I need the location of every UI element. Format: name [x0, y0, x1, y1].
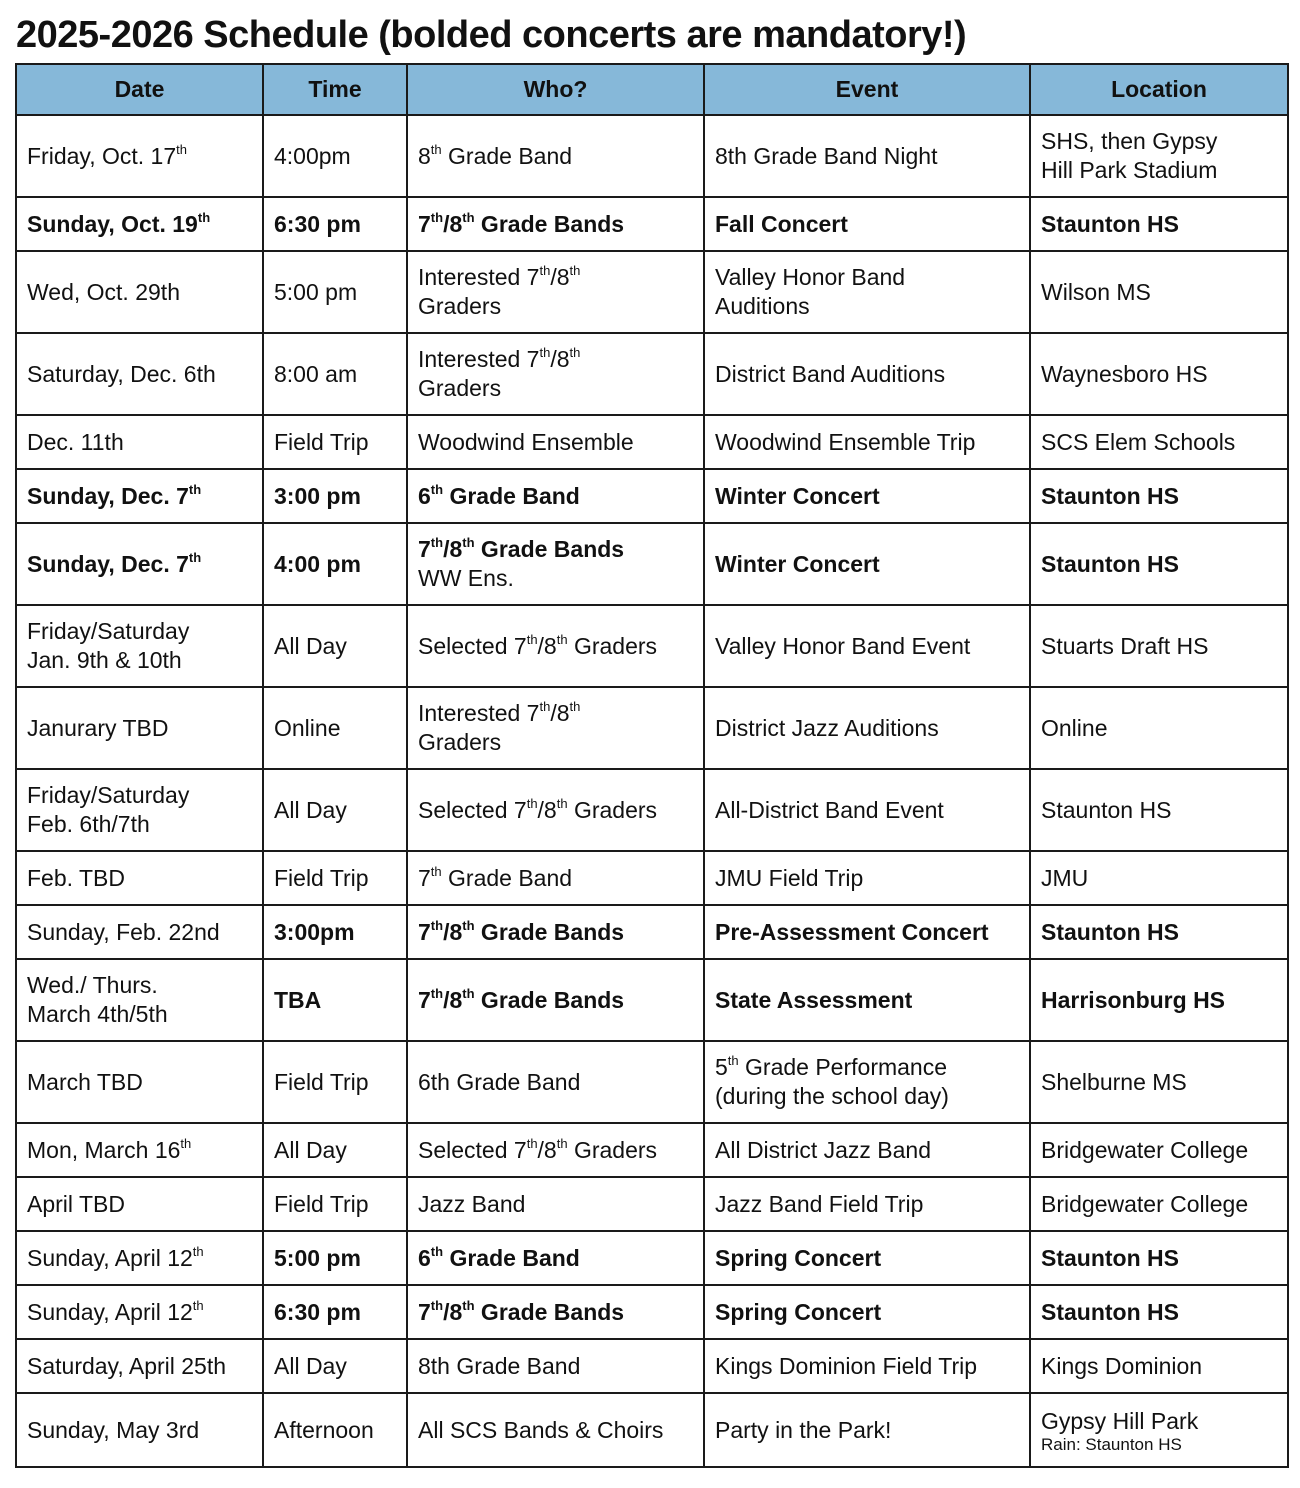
cell-text: March TBD: [27, 1068, 143, 1095]
cell-text: Kings Dominion: [1041, 1352, 1203, 1379]
cell-time: [263, 905, 407, 959]
cell-time: [263, 1285, 407, 1339]
cell-time: [263, 605, 407, 687]
cell-time: [263, 197, 407, 251]
cell-text: Stuarts Draft HS: [1041, 632, 1209, 659]
ordinal-suffix: th: [539, 699, 551, 715]
ordinal-suffix: th: [462, 1297, 475, 1313]
cell-text: All District Jazz Band: [715, 1136, 932, 1163]
cell-date: [16, 1177, 263, 1231]
ordinal-suffix: th: [192, 1297, 204, 1313]
cell-text: Valley Honor Band Event: [715, 632, 971, 659]
header-who: Who?: [407, 64, 704, 115]
table-row: [16, 905, 1288, 959]
cell-time: [263, 851, 407, 905]
cell-text: Graders: [418, 293, 502, 319]
cell-text: 6:30 pm: [274, 210, 361, 237]
table-row: [16, 333, 1288, 415]
cell-text: Staunton HS: [1041, 482, 1179, 509]
cell-event: [704, 687, 1030, 769]
cell-text: 7: [418, 210, 431, 237]
cell-text: Sunday, April 12: [27, 1244, 193, 1271]
cell-who: [407, 1339, 704, 1393]
cell-text: /8: [443, 918, 463, 945]
header-location: Location: [1030, 64, 1288, 115]
cell-location: [1030, 1231, 1288, 1285]
cell-text: Winter Concert: [715, 482, 880, 509]
cell-text: Winter Concert: [715, 550, 880, 577]
cell-text: Sunday, May 3rd: [27, 1416, 200, 1443]
cell-text: Mon, March 16: [27, 1136, 181, 1163]
cell-who: [407, 1285, 704, 1339]
cell-who: [407, 251, 704, 333]
ordinal-suffix: th: [526, 631, 538, 647]
cell-text: Staunton HS: [1041, 1298, 1179, 1325]
cell-text: Saturday, April 25th: [27, 1352, 227, 1379]
cell-text: Bridgewater College: [1041, 1190, 1249, 1217]
table-row: [16, 959, 1288, 1041]
cell-text: Friday/Saturday: [27, 618, 190, 644]
table-row: [16, 197, 1288, 251]
cell-text: /8: [550, 700, 570, 726]
cell-text: Wed, Oct. 29th: [27, 278, 180, 305]
cell-text: Selected 7: [418, 1136, 527, 1163]
cell-text: Jazz Band: [418, 1190, 526, 1217]
cell-location: [1030, 1393, 1288, 1467]
table-row: [16, 1123, 1288, 1177]
cell-text: Staunton HS: [1041, 550, 1179, 577]
cell-time: [263, 769, 407, 851]
cell-date: [16, 769, 263, 851]
cell-text: Staunton HS: [1041, 210, 1179, 237]
cell-text: Shelburne MS: [1041, 1068, 1187, 1095]
cell-text: /8: [537, 1136, 557, 1163]
cell-text: Graders: [418, 375, 502, 401]
cell-text: All Day: [274, 1352, 347, 1379]
ordinal-suffix: th: [556, 1135, 568, 1151]
cell-text: Party in the Park!: [715, 1416, 892, 1443]
cell-text: Pre-Assessment Concert: [715, 918, 989, 945]
cell-text: /8: [550, 346, 570, 372]
cell-who: [407, 415, 704, 469]
cell-text: (during the school day): [715, 1083, 949, 1109]
table-row: [16, 687, 1288, 769]
cell-time: [263, 1339, 407, 1393]
table-row: [16, 1339, 1288, 1393]
cell-event: [704, 1393, 1030, 1467]
cell-date: [16, 251, 263, 333]
cell-location: [1030, 251, 1288, 333]
cell-date: [16, 523, 263, 605]
cell-text: Field Trip: [274, 864, 369, 891]
cell-time: [263, 687, 407, 769]
cell-text: Grade Bands: [474, 210, 625, 237]
schedule-table: [15, 63, 1289, 1468]
cell-text: 8th Grade Band Night: [715, 142, 938, 169]
cell-text: 6: [418, 482, 431, 509]
cell-location: [1030, 605, 1288, 687]
cell-text: Harrisonburg HS: [1041, 986, 1226, 1013]
ordinal-suffix: th: [430, 1297, 444, 1313]
cell-text: Sunday, Feb. 22nd: [27, 918, 220, 945]
cell-text: Grade Band: [443, 1244, 580, 1271]
cell-text: /8: [443, 536, 463, 562]
cell-text: Graders: [567, 1136, 658, 1163]
header-date: Date: [16, 64, 263, 115]
cell-text: All Day: [274, 796, 347, 823]
cell-time: [263, 469, 407, 523]
cell-date: [16, 851, 263, 905]
cell-text: 7: [418, 986, 431, 1013]
table-row: [16, 115, 1288, 197]
cell-text: Interested 7: [418, 346, 540, 372]
cell-date: [16, 333, 263, 415]
cell-text: Fall Concert: [715, 210, 848, 237]
cell-text: Janurary TBD: [27, 714, 169, 741]
cell-text: SCS Elem Schools: [1041, 428, 1236, 455]
cell-text: Jazz Band Field Trip: [715, 1190, 924, 1217]
cell-text: Dec. 11th: [27, 428, 124, 455]
cell-text: JMU: [1041, 864, 1089, 891]
cell-date: [16, 469, 263, 523]
cell-text: /8: [537, 796, 557, 823]
cell-who: [407, 605, 704, 687]
cell-time: [263, 1123, 407, 1177]
ordinal-suffix: th: [539, 263, 551, 279]
cell-text: Bridgewater College: [1041, 1136, 1249, 1163]
cell-who: [407, 523, 704, 605]
cell-time: [263, 1393, 407, 1467]
cell-text: Woodwind Ensemble Trip: [715, 428, 976, 455]
cell-text: 6th Grade Band: [418, 1068, 581, 1095]
cell-time: [263, 1041, 407, 1123]
cell-who: [407, 905, 704, 959]
ordinal-suffix: th: [430, 535, 444, 551]
cell-text: 8: [418, 142, 431, 169]
ordinal-suffix: th: [462, 209, 475, 225]
cell-text: Online: [274, 714, 341, 741]
cell-text: Kings Dominion Field Trip: [715, 1352, 978, 1379]
cell-event: [704, 1231, 1030, 1285]
cell-event: [704, 523, 1030, 605]
cell-location: [1030, 115, 1288, 197]
cell-location: [1030, 959, 1288, 1041]
cell-location: [1030, 333, 1288, 415]
cell-text: Grade Bands: [474, 918, 625, 945]
ordinal-suffix: th: [188, 549, 202, 565]
cell-text: Online: [1041, 714, 1108, 741]
cell-text: Grade Band: [441, 864, 573, 891]
cell-location: [1030, 851, 1288, 905]
cell-text: 8th Grade Band: [418, 1352, 581, 1379]
cell-date: [16, 1123, 263, 1177]
rain-note: Rain: Staunton HS: [1041, 1434, 1182, 1454]
ordinal-suffix: th: [430, 209, 444, 225]
cell-text: Grade Band: [443, 482, 580, 509]
ordinal-suffix: th: [569, 263, 581, 279]
table-row: [16, 851, 1288, 905]
table-row: [16, 1177, 1288, 1231]
cell-text: Sunday, Dec. 7: [27, 550, 189, 577]
cell-who: [407, 1231, 704, 1285]
cell-location: [1030, 1041, 1288, 1123]
table-row: [16, 523, 1288, 605]
table-row: [16, 415, 1288, 469]
cell-text: /8: [550, 264, 570, 290]
cell-event: [704, 415, 1030, 469]
cell-location: [1030, 905, 1288, 959]
cell-text: 7: [418, 918, 431, 945]
cell-text: Interested 7: [418, 264, 540, 290]
cell-text: Afternoon: [274, 1416, 374, 1443]
cell-text: Gypsy Hill Park: [1041, 1407, 1199, 1434]
cell-text: Grade Band: [441, 142, 573, 169]
cell-text: SHS, then Gypsy: [1041, 128, 1218, 154]
cell-date: [16, 687, 263, 769]
ordinal-suffix: th: [430, 481, 444, 497]
cell-text: Field Trip: [274, 1190, 369, 1217]
cell-time: [263, 1231, 407, 1285]
ordinal-suffix: th: [569, 345, 581, 361]
ordinal-suffix: th: [197, 209, 211, 225]
cell-text: JMU Field Trip: [715, 864, 864, 891]
cell-text: Wilson MS: [1041, 278, 1151, 305]
cell-event: [704, 333, 1030, 415]
cell-who: [407, 197, 704, 251]
cell-text: Grade Performance: [738, 1054, 948, 1080]
table-row: [16, 251, 1288, 333]
table-row: [16, 605, 1288, 687]
cell-event: [704, 1339, 1030, 1393]
cell-text: Hill Park Stadium: [1041, 157, 1218, 183]
cell-text: Sunday, April 12: [27, 1298, 193, 1325]
cell-event: [704, 1123, 1030, 1177]
table-row: [16, 769, 1288, 851]
ordinal-suffix: th: [430, 1243, 444, 1259]
cell-text: Wed./ Thurs.: [27, 972, 158, 998]
cell-text: Selected 7: [418, 632, 527, 659]
cell-text: 3:00 pm: [274, 482, 361, 509]
cell-text: 4:00 pm: [274, 550, 361, 577]
cell-text: Graders: [418, 729, 502, 755]
cell-text: 7: [418, 1298, 431, 1325]
cell-text: State Assessment: [715, 986, 913, 1013]
cell-text: Grade Bands: [474, 1298, 625, 1325]
cell-who: [407, 469, 704, 523]
cell-text: Field Trip: [274, 1068, 369, 1095]
cell-text: /8: [443, 1298, 463, 1325]
ordinal-suffix: th: [539, 345, 551, 361]
cell-time: [263, 115, 407, 197]
header-time: Time: [263, 64, 407, 115]
cell-text: Friday/Saturday: [27, 782, 190, 808]
cell-event: [704, 1177, 1030, 1231]
cell-text: Auditions: [715, 293, 810, 319]
cell-text: Staunton HS: [1041, 796, 1172, 823]
cell-text: 6: [418, 1244, 431, 1271]
cell-text: WW Ens.: [418, 565, 514, 591]
cell-text: Woodwind Ensemble: [418, 428, 634, 455]
cell-location: [1030, 1177, 1288, 1231]
ordinal-suffix: th: [430, 985, 444, 1001]
ordinal-suffix: th: [556, 631, 568, 647]
cell-date: [16, 1393, 263, 1467]
cell-time: [263, 415, 407, 469]
table-row: [16, 1231, 1288, 1285]
cell-who: [407, 959, 704, 1041]
cell-text: 5:00 pm: [274, 1244, 361, 1271]
cell-text: Graders: [567, 632, 658, 659]
cell-text: Saturday, Dec. 6th: [27, 360, 216, 387]
cell-text: 5: [715, 1054, 728, 1080]
cell-who: [407, 687, 704, 769]
cell-event: [704, 605, 1030, 687]
cell-text: Valley Honor Band: [715, 264, 906, 290]
table-row: [16, 1393, 1288, 1467]
cell-text: Interested 7: [418, 700, 540, 726]
ordinal-suffix: th: [526, 1135, 538, 1151]
ordinal-suffix: th: [569, 699, 581, 715]
cell-location: [1030, 1123, 1288, 1177]
cell-text: 8:00 am: [274, 360, 358, 387]
cell-text: Spring Concert: [715, 1244, 882, 1271]
cell-text: /8: [443, 210, 463, 237]
cell-text: Grade Bands: [474, 986, 625, 1013]
cell-date: [16, 1041, 263, 1123]
cell-text: District Jazz Auditions: [715, 714, 939, 741]
cell-event: [704, 851, 1030, 905]
cell-text: Friday, Oct. 17: [27, 142, 177, 169]
ordinal-suffix: th: [188, 481, 202, 497]
cell-date: [16, 959, 263, 1041]
cell-text: Feb. 6th/7th: [27, 811, 150, 837]
cell-text: All SCS Bands & Choirs: [418, 1416, 664, 1443]
cell-location: [1030, 769, 1288, 851]
cell-text: District Band Auditions: [715, 360, 946, 387]
cell-text: 6:30 pm: [274, 1298, 361, 1325]
cell-location: [1030, 197, 1288, 251]
cell-text: 4:00pm: [274, 142, 351, 169]
header-event: Event: [704, 64, 1030, 115]
cell-text: Staunton HS: [1041, 1244, 1179, 1271]
cell-text: Field Trip: [274, 428, 369, 455]
ordinal-suffix: th: [430, 917, 444, 933]
ordinal-suffix: th: [727, 1053, 739, 1069]
cell-text: Graders: [567, 796, 658, 823]
cell-text: Sunday, Oct. 19: [27, 210, 198, 237]
ordinal-suffix: th: [556, 795, 568, 811]
cell-text: Sunday, Dec. 7: [27, 482, 189, 509]
cell-location: [1030, 1339, 1288, 1393]
cell-event: [704, 905, 1030, 959]
cell-location: [1030, 1285, 1288, 1339]
cell-who: [407, 1123, 704, 1177]
cell-text: Spring Concert: [715, 1298, 882, 1325]
ordinal-suffix: th: [180, 1135, 192, 1151]
cell-who: [407, 115, 704, 197]
cell-date: [16, 1231, 263, 1285]
cell-event: [704, 1041, 1030, 1123]
cell-who: [407, 851, 704, 905]
cell-text: Staunton HS: [1041, 918, 1179, 945]
cell-text: March 4th/5th: [27, 1001, 168, 1027]
cell-date: [16, 605, 263, 687]
cell-text: Feb. TBD: [27, 864, 125, 891]
table-row: [16, 1041, 1288, 1123]
cell-text: /8: [443, 986, 463, 1013]
cell-time: [263, 333, 407, 415]
header-row: [16, 64, 1288, 115]
page-title: 2025-2026 Schedule (bolded concerts are mandatory!): [16, 14, 967, 56]
table-row: [16, 469, 1288, 523]
cell-text: 3:00pm: [274, 918, 355, 945]
ordinal-suffix: th: [430, 141, 442, 157]
ordinal-suffix: th: [462, 985, 475, 1001]
cell-text: Jan. 9th & 10th: [27, 647, 182, 673]
cell-date: [16, 115, 263, 197]
cell-text: All Day: [274, 632, 347, 659]
cell-event: [704, 197, 1030, 251]
cell-event: [704, 959, 1030, 1041]
cell-time: [263, 959, 407, 1041]
ordinal-suffix: th: [192, 1243, 204, 1259]
cell-who: [407, 1393, 704, 1467]
cell-event: [704, 115, 1030, 197]
cell-date: [16, 415, 263, 469]
ordinal-suffix: th: [176, 141, 187, 157]
cell-date: [16, 1339, 263, 1393]
ordinal-suffix: th: [462, 535, 475, 551]
cell-location: [1030, 469, 1288, 523]
cell-who: [407, 1041, 704, 1123]
cell-who: [407, 333, 704, 415]
cell-date: [16, 197, 263, 251]
cell-text: All-District Band Event: [715, 796, 944, 823]
cell-location: [1030, 415, 1288, 469]
cell-text: April TBD: [27, 1190, 125, 1217]
cell-date: [16, 1285, 263, 1339]
cell-text: Waynesboro HS: [1041, 360, 1208, 387]
cell-text: All Day: [274, 1136, 347, 1163]
cell-text: Selected 7: [418, 796, 527, 823]
cell-who: [407, 1177, 704, 1231]
cell-location: [1030, 687, 1288, 769]
cell-text: 7: [418, 864, 431, 891]
cell-event: [704, 469, 1030, 523]
cell-event: [704, 251, 1030, 333]
cell-time: [263, 1177, 407, 1231]
cell-location: [1030, 523, 1288, 605]
cell-event: [704, 1285, 1030, 1339]
cell-text: TBA: [274, 986, 322, 1013]
table-row: [16, 1285, 1288, 1339]
ordinal-suffix: th: [462, 917, 475, 933]
cell-text: 5:00 pm: [274, 278, 358, 305]
cell-who: [407, 769, 704, 851]
cell-event: [704, 769, 1030, 851]
cell-text: Grade Bands: [474, 536, 625, 562]
cell-text: /8: [537, 632, 557, 659]
ordinal-suffix: th: [430, 863, 442, 879]
ordinal-suffix: th: [526, 795, 538, 811]
cell-date: [16, 905, 263, 959]
cell-time: [263, 523, 407, 605]
cell-time: [263, 251, 407, 333]
cell-text: 7: [418, 536, 431, 562]
